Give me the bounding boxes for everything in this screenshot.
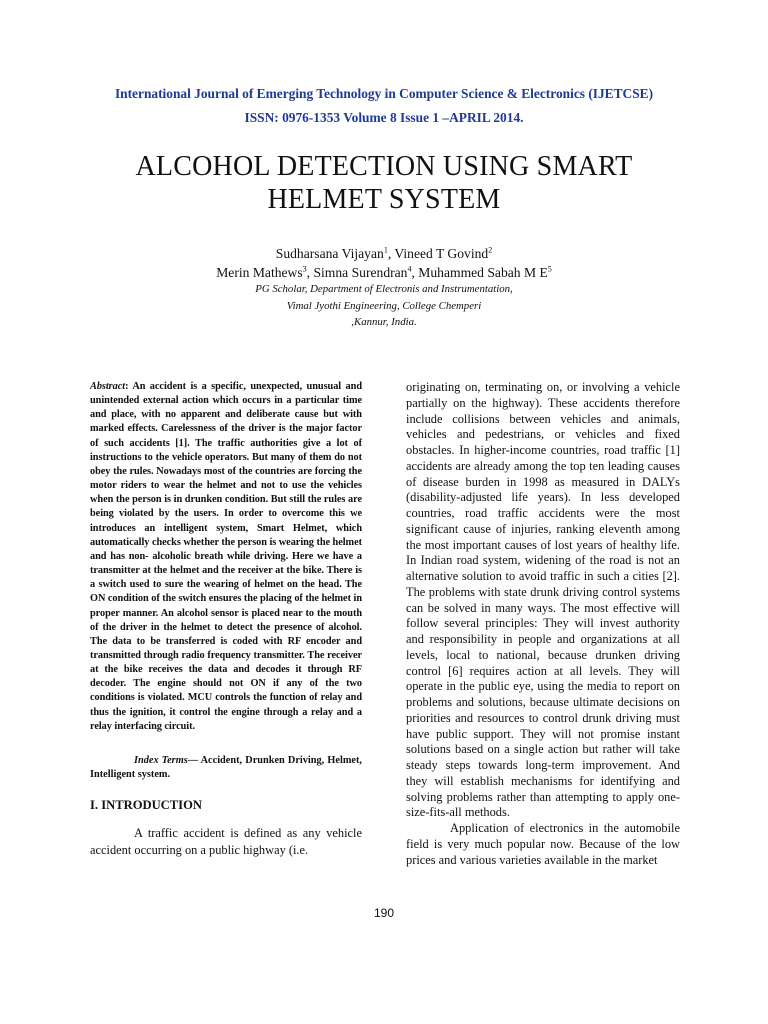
abstract: [90, 380, 362, 734]
author-affil-mark: 5: [547, 264, 552, 274]
author-affil-mark: 1: [383, 245, 388, 255]
author-affil-mark: 2: [488, 245, 493, 255]
index-terms-text: — Accident, Drunken Driving, Helmet, Intelligent system.: [90, 754, 362, 781]
author-affil-mark: 3: [302, 264, 307, 274]
introduction-paragraph: A traffic accident is defined as any vehicle accident occurring on a public highway (i.e.: [90, 825, 362, 858]
paper-title-line-2: HELMET SYSTEM: [267, 184, 501, 215]
abstract-label: Abstract: [90, 381, 126, 392]
affiliation-line-1: PG Scholar, Department of Electronis and Instrumentation,: [255, 283, 513, 295]
index-terms: [90, 754, 362, 783]
author-line-2: [0, 263, 768, 282]
affiliation-line-2: Vimal Jyothi Engineering, College Chemperi: [286, 299, 482, 312]
author-name: Sudharsana Vijayan: [275, 246, 384, 261]
section-heading-introduction: I. INTRODUCTION: [90, 797, 202, 812]
author-list: [0, 244, 768, 282]
right-column: [406, 380, 680, 868]
author-line-1: [0, 244, 768, 263]
body-paragraph: originating on, terminating on, or involving a vehicle partially on the highway). These accidents therefore include collisions between vehicles and animals, vehicles and pedestrians, or vehicles and fixed obstacles. In higher-income countries, road traffic [1] accidents are already among the top ten leading causes of disease burden in 1998 as measured in DALYs (disability-adjusted life years). In less developed countries, road traffic accidents were the most significant cause of injuries, ranking eleventh among the most important causes of lost years of healthy life. In Indian road system, widening of the road is not an alternative solution to avoid traffic in such a cities [2]. The problems with state drunk driving control systems can be solved in many ways. The most effective will follow several principles: They will invest authority and responsibility in people and organizations at all levels, local to national, because drunken driving control [6] requires action at all levels. They will operate in the public eye, using the media to report on problems and solutions, because ultimate decisions on priorities and resources to control drunk driving must have public support. They will not promise instant solutions based on a single action but rather will take steady steps towards long-term improvement. And they will establish mechanisms for identifying and solving problems rather than attempting to apply one-size-fits-all methods.: [406, 380, 680, 820]
abstract-text: : An accident is a specific, unexpected, unusual and unintended external action which occurs in a particular time and place, with no apparent and deliberate cause but with marked effects. Carelessness of the driver is the major factor of such accidents [1]. The traffic authorities give a lot of instructions to the vehicle operators. But many of them do not obey the rules. Nowadays most of the countries are forcing the motor riders to wear the helmet and not to use the vehicles when the person is in drunken condition. But still the rules are being violated by the users. In order to overcome this we introduces an intelligent system, Smart Helmet, which automatically checks whether the person is wearing the helmet and has non- alcoholic breath while driving. Here we have a transmitter at the helmet and the receiver at the bike. There is a switch used to sure the wearing of helmet on the head. The ON condition of the switch ensures the placing of the helmet in proper manner. An alcohol sensor is placed near to the mouth of the driver in the helmet to detect the presence of alcohol. The data to be transferred is coded with RF encoder and transmitted through radio frequency transmitter. The receiver at the bike receives the data and decodes it through RF decoder. The engine should not ON if any of the two conditions is violated. MCU controls the function of relay and thus the ignition, it control the engine through a relay and a relay interfacing circuit.: [90, 381, 362, 732]
left-column: [90, 380, 362, 860]
paper-title-line-1: ALCOHOL DETECTION USING SMART: [135, 151, 633, 182]
author-name: Merin Mathews: [216, 265, 303, 280]
paper-title: [0, 150, 768, 216]
body-paragraph: Application of electronics in the automobile field is very much popular now. Because of the low prices and various varieties available in the market: [406, 821, 680, 867]
index-terms-label: Index Terms: [134, 754, 188, 766]
author-name: , Vineed T Govind: [387, 246, 489, 261]
author-name: , Simna Surendran: [306, 265, 408, 280]
author-name: , Muhammed Sabah M E: [411, 265, 548, 280]
journal-issn: ISSN: 0976-1353 Volume 8 Issue 1 –APRIL 2014.: [244, 110, 524, 125]
journal-name: International Journal of Emerging Technology in Computer Science & Electronics (IJETCSE): [114, 86, 654, 101]
page-number: 190: [373, 906, 395, 920]
author-affil-mark: 4: [407, 264, 412, 274]
affiliation: [0, 281, 768, 331]
affiliation-line-3: ,Kannur, India.: [351, 316, 417, 328]
